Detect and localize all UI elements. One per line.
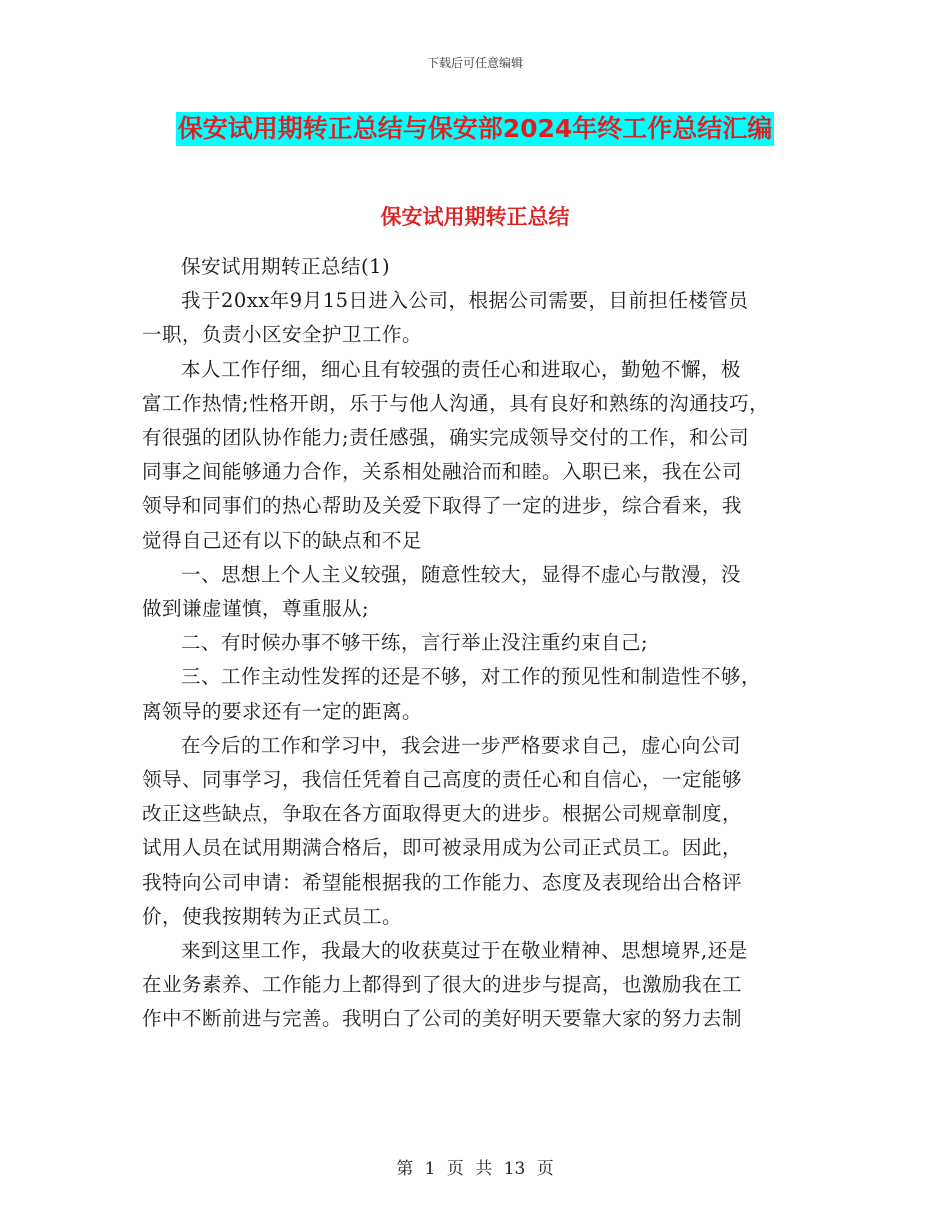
document-body: [142, 250, 810, 1037]
text-line: 做到谦虚谨慎，尊重服从;: [142, 597, 370, 621]
text-line: 我特向公司申请：希望能根据我的工作能力、态度及表现给出合格评: [142, 870, 743, 894]
text-line: 一职，负责小区安全护卫工作。: [142, 323, 423, 347]
paragraph: [142, 660, 810, 728]
paragraph: [142, 558, 810, 626]
text-line: 来到这里工作，我最大的收获莫过于在敬业精神、思想境界,还是: [181, 939, 748, 963]
section-title: 保安试用期转正总结: [380, 205, 570, 229]
text-line: 试用人员在试用期满合格后，即可被录用成为公司正式员工。因此，: [142, 836, 743, 860]
text-line: 保安试用期转正总结(1): [181, 255, 391, 278]
paragraph: [142, 626, 810, 660]
main-title: 保安试用期转正总结与保安部2024年终工作总结汇编: [176, 112, 775, 146]
text-line: 有很强的团队协作能力;责任感强，确实完成领导交付的工作，和公司: [142, 426, 750, 450]
paragraph: [142, 284, 810, 352]
page-header-note: 下载后可任意编辑: [426, 56, 523, 70]
text-line: 我于20xx年9月15日进入公司，根据公司需要，目前担任楼管员: [181, 289, 749, 313]
text-line: 改正这些缺点，争取在各方面取得更大的进步。根据公司规章制度，: [142, 802, 743, 826]
text-line: 三、工作主动性发挥的还是不够，对工作的预见性和制造性不够，: [181, 665, 762, 689]
main-title-container: [0, 112, 950, 146]
text-line: 一、思想上个人主义较强，随意性较大，显得不虚心与散漫，没: [181, 562, 742, 586]
text-line: 在今后的工作和学习中，我会进一步严格要求自己，虚心向公司: [181, 733, 742, 757]
text-line: 在业务素养、工作能力上都得到了很大的进步与提高，也激励我在工: [142, 973, 743, 997]
text-line: 本人工作仔细，细心且有较强的责任心和进取心，勤勉不懈，极: [181, 357, 742, 381]
text-line: 二、有时候办事不够干练，言行举止没注重约束自己;: [181, 631, 649, 655]
text-line: 富工作热情;性格开朗，乐于与他人沟通，具有良好和熟练的沟通技巧，: [142, 391, 770, 415]
text-line: 觉得自己还有以下的缺点和不足: [142, 528, 423, 552]
page-footer: 第 1 页 共 13 页: [396, 1159, 554, 1179]
text-line: 离领导的要求还有一定的距离。: [142, 699, 423, 723]
text-line: 领导和同事们的热心帮助及关爱下取得了一定的进步，综合看来，我: [142, 494, 743, 518]
paragraph: [142, 934, 810, 1037]
text-line: 领导、同事学习，我信任凭着自己高度的责任心和自信心，一定能够: [142, 768, 743, 792]
paragraph: [142, 353, 810, 558]
paragraph: [142, 250, 810, 284]
paragraph: [142, 729, 810, 934]
text-line: 同事之间能够通力合作，关系相处融洽而和睦。入职已来，我在公司: [142, 460, 743, 484]
text-line: 价，使我按期转为正式员工。: [142, 904, 403, 928]
text-line: 作中不断前进与完善。我明白了公司的美好明天要靠大家的努力去制: [142, 1007, 743, 1031]
